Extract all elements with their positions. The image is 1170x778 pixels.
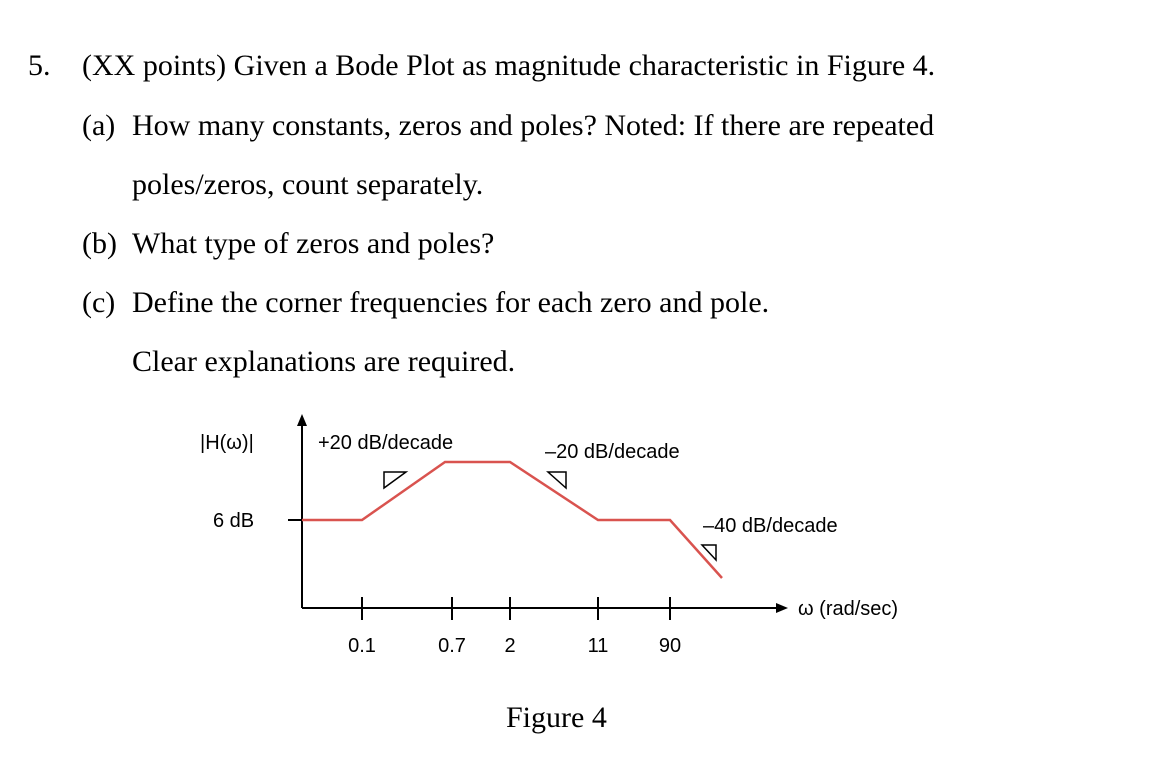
x-tick-label: 11 bbox=[587, 635, 609, 657]
y-level-label: 6 dB bbox=[213, 510, 255, 532]
magnitude-curve bbox=[302, 462, 722, 578]
slope-label-plus20: +20 dB/decade bbox=[318, 432, 454, 454]
part-a-line-2: poles/zeros, count separately. bbox=[132, 168, 484, 201]
slope-label-minus40: –40 dB/decade bbox=[703, 515, 838, 537]
part-a-label: (a) bbox=[82, 109, 116, 142]
question-header: (XX points) Given a Bode Plot as magnitude characteristic in Figure 4. bbox=[82, 49, 936, 82]
x-axis-label: ω (rad/sec) bbox=[798, 598, 899, 620]
figure-caption: Figure 4 bbox=[506, 701, 607, 734]
closing-text: Clear explanations are required. bbox=[132, 345, 516, 378]
x-tick-label: 90 bbox=[658, 635, 682, 657]
part-c-line-1: Define the corner frequencies for each zero and pole. bbox=[132, 286, 770, 319]
slope-triangle-minus20 bbox=[548, 472, 566, 488]
part-b-line-1: What type of zeros and poles? bbox=[132, 227, 495, 260]
x-tick-label: 0.1 bbox=[348, 635, 376, 657]
y-axis-arrow bbox=[297, 414, 307, 426]
y-axis-label: |H(ω)| bbox=[200, 432, 254, 454]
part-b-label: (b) bbox=[82, 227, 117, 260]
slope-label-minus20: –20 dB/decade bbox=[545, 441, 680, 463]
part-c-label: (c) bbox=[82, 286, 116, 319]
x-axis-arrow bbox=[776, 603, 788, 613]
x-tick-label: 0.7 bbox=[438, 635, 466, 657]
x-tick-label: 2 bbox=[504, 635, 516, 657]
question-number: 5. bbox=[28, 49, 51, 82]
slope-triangle-plus20 bbox=[384, 472, 406, 488]
part-a-line-1: How many constants, zeros and poles? Noted: If there are repeated bbox=[132, 109, 935, 142]
